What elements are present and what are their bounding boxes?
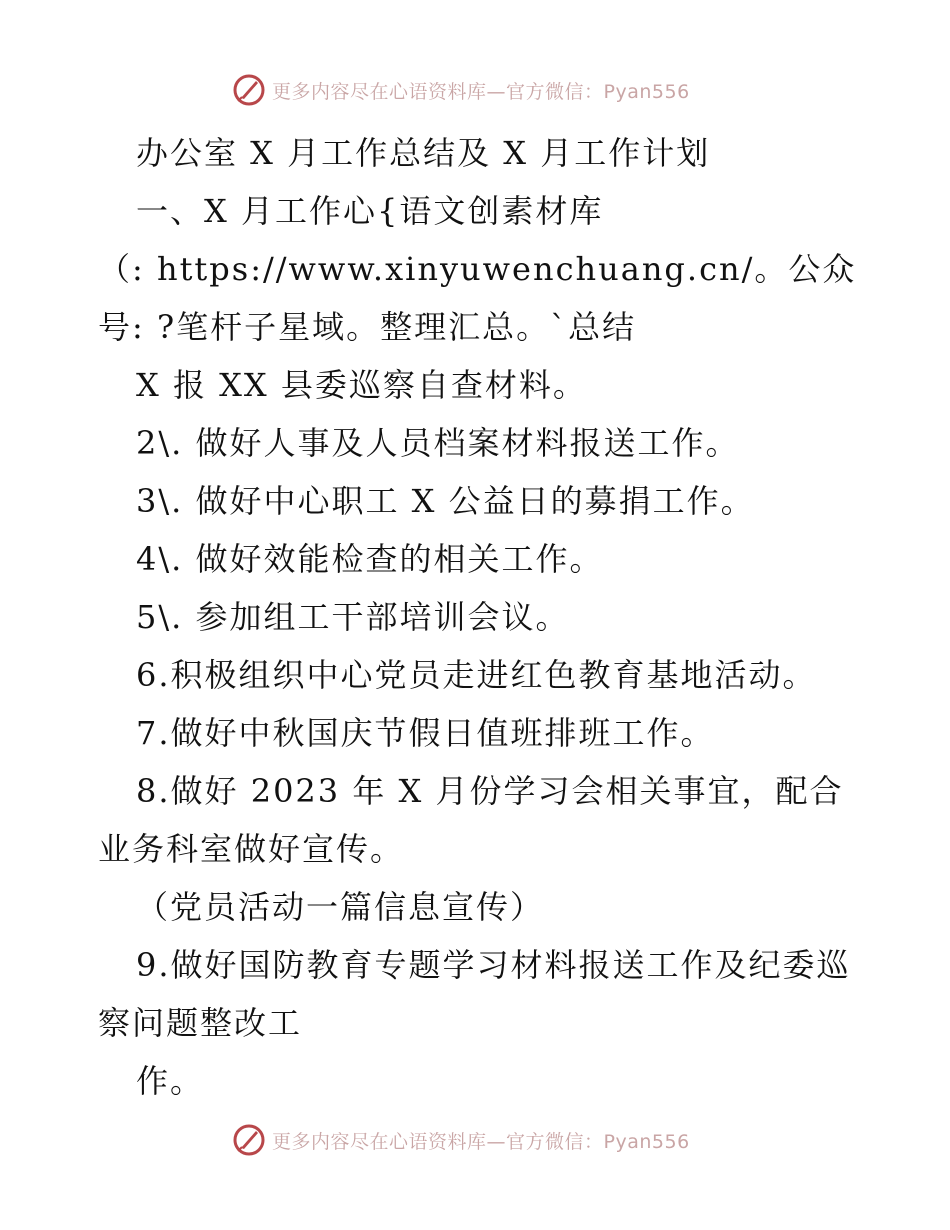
list-item-continuation: 察问题整改工 [98,1004,303,1042]
footer-watermark-banner [232,1122,690,1158]
body-line: 号: ?笔杆子星域。整理汇总。`总结 [98,308,637,346]
body-line: （: https://www.xinyuwenchuang.cn/。公众 [98,250,857,288]
watermark-text: 更多内容尽在心语资料库—官方微信：Pyan556 [272,1130,690,1153]
list-item-continuation: 业务科室做好宣传。 [98,830,405,868]
section-heading: 一、X 月工作心{语文创素材库 [136,192,604,230]
list-item: 3\. 做好中心职工 X 公益日的募捐工作。 [136,482,755,520]
list-item: X 报 XX 县委巡察自查材料。 [136,366,587,404]
list-item: 6.积极组织中心党员走进红色教育基地活动。 [136,656,817,694]
list-item: 9.做好国防教育专题学习材料报送工作及纪委巡 [136,946,851,984]
list-item-continuation: 作。 [136,1062,205,1100]
list-item: 8.做好 2023 年 X 月份学习会相关事宜，配合 [136,772,844,810]
list-item: 7.做好中秋国庆节假日值班排班工作。 [136,714,715,752]
list-item: 5\. 参加组工干部培训会议。 [136,598,570,636]
document-body [98,124,898,1110]
feather-pen-logo-icon [232,1123,266,1157]
list-item: 2\. 做好人事及人员档案材料报送工作。 [136,424,740,462]
watermark-text: 更多内容尽在心语资料库—官方微信：Pyan556 [272,80,690,103]
feather-pen-logo-icon [232,73,266,107]
list-item: 4\. 做好效能检查的相关工作。 [136,540,604,578]
list-item-note: （党员活动一篇信息宣传） [136,888,545,926]
document-title: 办公室 X 月工作总结及 X 月工作计划 [136,134,711,172]
header-watermark-banner [232,72,690,108]
